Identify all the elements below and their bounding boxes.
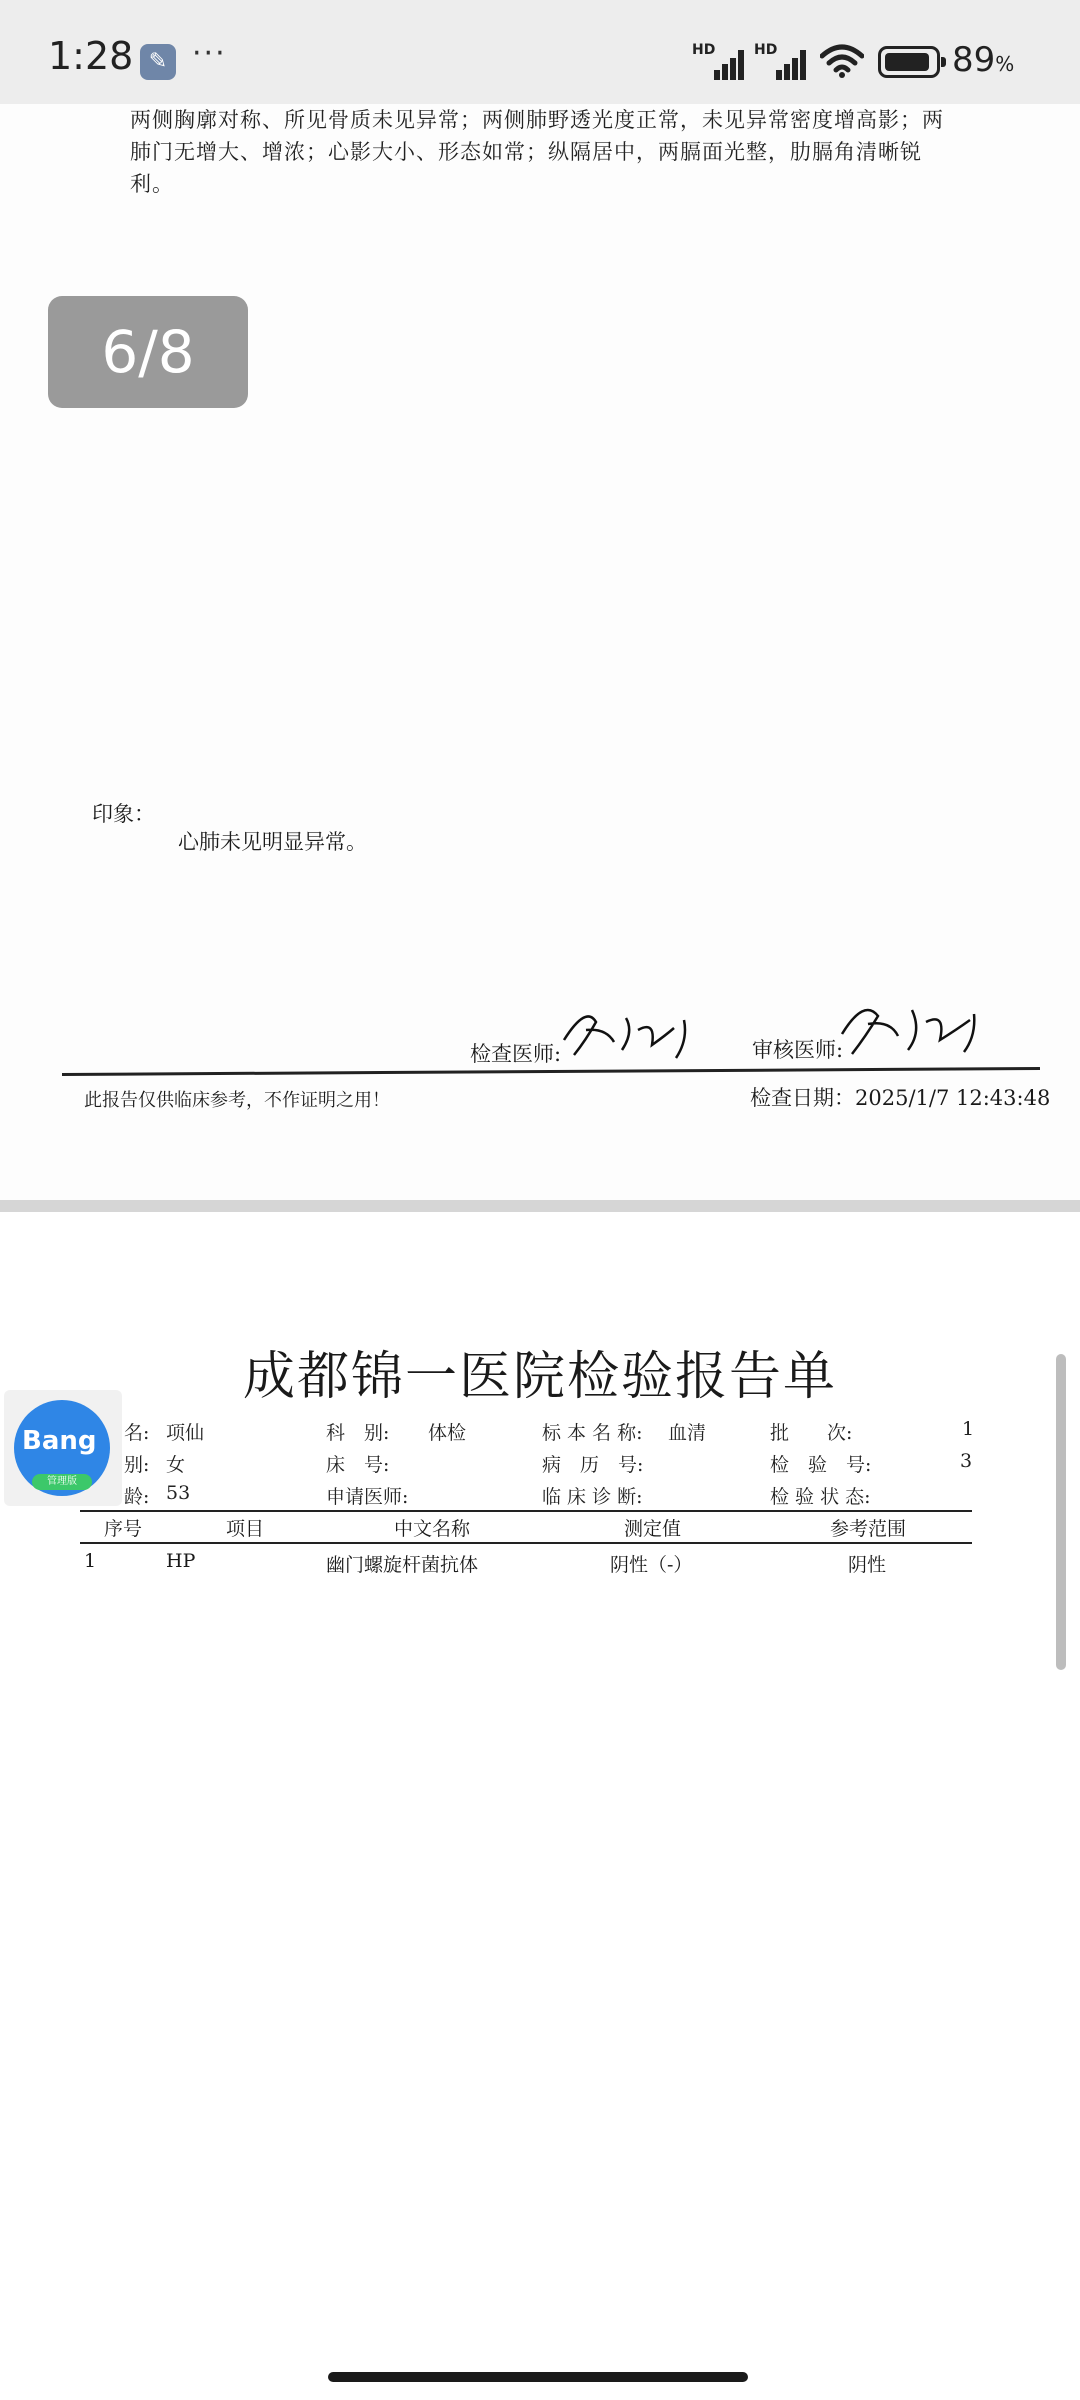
- specimen-label: 标 本 名 称:: [542, 1422, 643, 1444]
- record-label: 病 历 号:: [542, 1454, 644, 1476]
- examining-doctor-label: 检查医师:: [470, 1042, 562, 1066]
- page-indicator: 6/8: [48, 296, 248, 408]
- specimen-value: 血清: [668, 1422, 707, 1444]
- batch-label: 批 次:: [770, 1422, 853, 1444]
- reviewing-doctor-signature: [836, 996, 986, 1062]
- status-time: 1:28: [48, 34, 134, 78]
- examining-doctor-signature: [556, 1000, 706, 1066]
- status-bar: [0, 0, 1080, 104]
- row-1-no: 1: [84, 1550, 97, 1572]
- col-header-result: 测定值: [624, 1518, 682, 1540]
- col-header-no: 序号: [104, 1518, 143, 1540]
- reviewing-doctor-label: 审核医师:: [752, 1038, 844, 1062]
- table-header-rule: [80, 1542, 972, 1544]
- battery-percent: 89%: [952, 40, 1015, 80]
- more-notifications-icon: ···: [192, 36, 227, 71]
- document-page-lab[interactable]: [0, 1212, 1080, 2400]
- batch-value: 1: [962, 1418, 975, 1440]
- col-header-item: 项目: [226, 1518, 265, 1540]
- test-no-label: 检 验 号:: [770, 1454, 872, 1476]
- row-1-name: 幽门螺旋杆菌抗体: [326, 1554, 479, 1576]
- diagnosis-label: 临 床 诊 断:: [542, 1486, 643, 1508]
- row-1-reference: 阴性: [848, 1554, 887, 1576]
- row-1-result: 阴性（-）: [610, 1554, 693, 1576]
- dept-value: 体检: [428, 1422, 467, 1444]
- table-top-rule: [80, 1510, 972, 1512]
- report-title: 成都锦一医院检验报告单: [242, 1347, 837, 1407]
- age-label: 龄:: [124, 1486, 150, 1508]
- app-tag: 管理版: [32, 1474, 92, 1490]
- name-label: 名:: [124, 1422, 150, 1444]
- test-no-value: 3: [960, 1450, 973, 1472]
- scrollbar[interactable]: [1056, 1354, 1066, 1670]
- age-value: 53: [166, 1482, 191, 1504]
- patient-name: 项仙: [166, 1422, 205, 1444]
- battery-icon: [878, 46, 940, 78]
- wifi-icon: [820, 44, 864, 78]
- requester-label: 申请医师:: [326, 1486, 409, 1508]
- col-header-name: 中文名称: [394, 1518, 471, 1540]
- page-separator: [0, 1200, 1080, 1212]
- disclaimer-text: 此报告仅供临床参考，不作证明之用！: [84, 1090, 390, 1111]
- sex-label: 别:: [124, 1454, 150, 1476]
- dept-label: 科 别:: [326, 1422, 390, 1444]
- app-brand: Bang: [22, 1426, 97, 1456]
- status-label: 检 验 状 态:: [770, 1486, 871, 1508]
- footer-rule: [62, 1067, 1040, 1076]
- document-page-xray[interactable]: [0, 104, 1080, 1200]
- col-header-reference: 参考范围: [830, 1518, 907, 1540]
- impression-text: 心肺未见明显异常。: [178, 830, 367, 854]
- bed-label: 床 号:: [326, 1454, 390, 1476]
- exam-date: 检查日期：2025/1/7 12:43:48: [750, 1086, 1051, 1110]
- sex-value: 女: [166, 1454, 186, 1476]
- wrench-icon: ✎: [140, 44, 176, 80]
- row-1-item: HP: [166, 1550, 196, 1572]
- impression-label: 印象：: [92, 802, 155, 826]
- floating-app-button[interactable]: [4, 1390, 122, 1506]
- home-indicator[interactable]: [328, 2372, 748, 2382]
- cell-signal-icon-2: HD: [754, 44, 808, 80]
- cell-signal-icon: HD: [692, 44, 746, 80]
- findings-text: 两侧胸廓对称、所见骨质未见异常；两侧肺野透光度正常，未见异常密度增高影；两肺门无增大、增浓；心影大小、形态如常；纵隔居中，两膈面光整，肋膈角清晰锐利。: [130, 108, 944, 196]
